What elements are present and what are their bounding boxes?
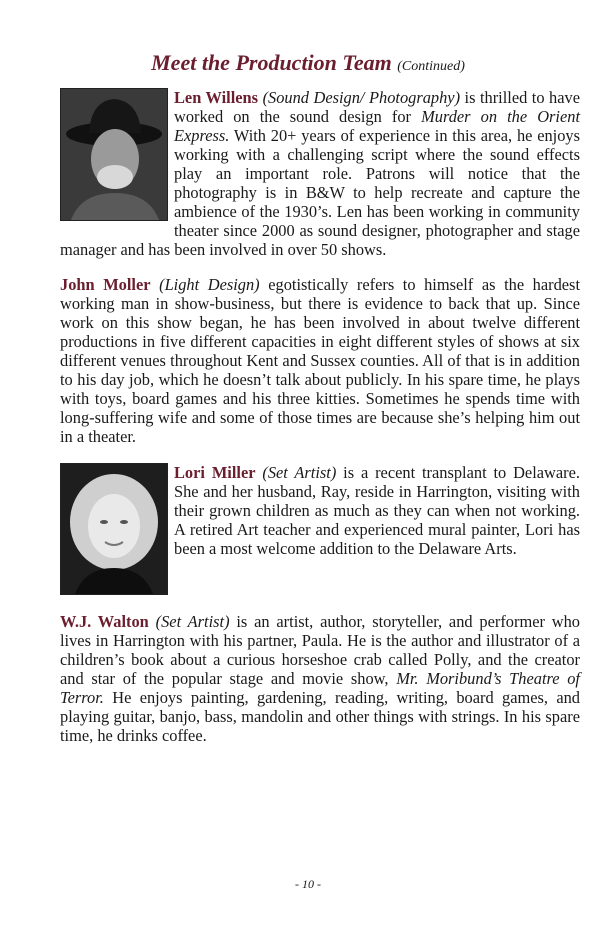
bio-text: egotistically refers to himself as the hardest working man in show-business, but there is evidence to back that up. Since work on this show began, he has been involved in about twelve different productions in five different capacities in eight different styles of shows at six different venues throughout Kent and Sussex counties. All of that is in addition to his day job, which he doesn’t talk about publicly. In his spare time, he plays with toys, board games and his three kitties. Sometimes he spends time with long-suffering wife and some of those times are because she’s helping him out in a theater.: [60, 275, 580, 446]
bio-name: Lori Miller: [174, 463, 256, 482]
bio-text: With 20+ years of experience in this area, he enjoys working with a challenging script where the sound effects play an important role. Patrons will notice that the photography is in B&W to help recreate and capture the ambience of the 1930’s. Len has been working in community theater since 2000 as sound designer, photographer and stage manager and has been involved in over 50 shows.: [60, 126, 580, 259]
bio-lori-miller: [60, 463, 580, 597]
portrait-woman: [61, 464, 167, 594]
page-title: [0, 50, 616, 76]
play-title: Murder on the Orient Express.: [174, 107, 580, 145]
portrait-man-hat: [61, 89, 167, 220]
bio-name: Len Willens: [174, 88, 259, 107]
show-title: Mr. Moribund’s Theatre of Terror.: [60, 669, 580, 707]
bio-text: is thrilled to have worked on the sound design for: [174, 88, 580, 126]
bio-role: (Light Design): [159, 275, 260, 294]
bio-name: John Moller: [60, 275, 151, 294]
bio-text: is a recent transplant to Delaware. She and her husband, Ray, reside in Harrington, visiting with their grown children as much as they can when not working. A retired Art teacher and experienced mural painter, Lori has been a most welcome addition to the Delaware Arts.: [174, 463, 580, 558]
continued-label: (Continued): [397, 59, 465, 74]
bio-name: W.J. Walton: [60, 612, 149, 631]
bio-john-moller: [60, 275, 580, 446]
page-number: - 10 -: [295, 877, 321, 891]
bio-role: (Sound Design/ Photography): [262, 88, 461, 107]
bio-text: He enjoys painting, gardening, reading, writing, board games, and playing guitar, banjo, bass, mandolin and other things with strings. In his spare time, he drinks coffee.: [60, 688, 580, 745]
bio-role: (Set Artist): [155, 612, 230, 631]
photo-lori-miller: [60, 463, 168, 595]
photo-len-willens: [60, 88, 168, 221]
bio-wj-walton: [60, 612, 580, 745]
bio-text: is an artist, author, storyteller, and performer who lives in Harrington with his partner, Paula. He is the author and illustrator of a children’s book about a curious horseshoe crab called Polly, and the creator and star of the popular stage and movie show,: [60, 612, 580, 688]
page-title-text: Meet the Production Team: [151, 50, 392, 75]
bio-len-willens: [60, 88, 580, 259]
bio-role: (Set Artist): [262, 463, 337, 482]
